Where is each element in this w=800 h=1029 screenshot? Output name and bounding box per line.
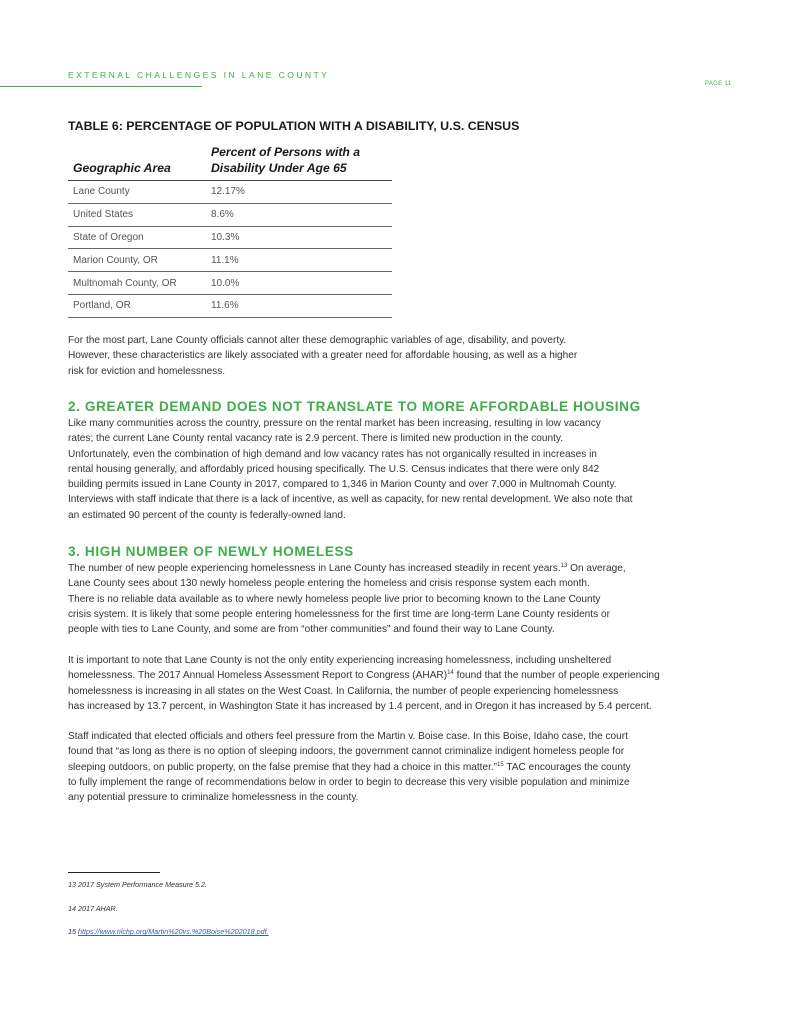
header-divider (0, 86, 202, 87)
text-line: an estimated 90 percent of the county is federally-owned land. (68, 509, 346, 521)
text-line: crisis system. It is likely that some people entering homelessness for the first time are long-term Lane County residents or (68, 608, 610, 620)
cell-area: Portland, OR (68, 294, 206, 317)
text-line: However, these characteristics are likely associated with a greater need for affordable housing, as well as a higher (68, 350, 578, 362)
text-line: rates; the current Lane County rental vacancy rate is 2.9 percent. There is limited new production in the county. (68, 433, 564, 445)
cell-area: Lane County (68, 181, 206, 204)
text-line: has increased by 13.7 percent, in Washington State it has increased by 1.4 percent, and in Oregon it has increased by 5.4 percent. (68, 700, 652, 712)
footnote-15 (68, 927, 269, 936)
cell-percent: 10.0% (206, 272, 392, 295)
footnote-ref-14: 14 (447, 670, 454, 677)
footnote-ref-13: 13 (560, 563, 568, 569)
text-line (68, 561, 626, 576)
section-header-title: EXTERNAL CHALLENGES IN LANE COUNTY (68, 70, 330, 80)
text-line (68, 760, 631, 775)
section-3-heading: 3. HIGH NUMBER OF NEWLY HOMELESS (68, 544, 354, 559)
cell-percent: 11.6% (206, 294, 392, 317)
cell-area: Multnomah County, OR (68, 272, 206, 295)
cell-percent: 11.1% (206, 249, 392, 272)
text-line: For the most part, Lane County officials cannot alter these demographic variables of age, disability, and poverty. (68, 335, 567, 346)
text-line: homelessness is increasing in all states on the West Coast. In California, the number of people experiencing homelessness (68, 685, 619, 697)
footnote-divider (68, 872, 160, 873)
intro-paragraph (68, 333, 577, 379)
text-line: Like many communities across the country, pressure on the rental market has been increasing, resulting in low vacancy (68, 418, 601, 429)
section-3-paragraph-3 (68, 729, 631, 805)
text-line: found that “as long as there is no option of sleeping indoors, the government cannot criminalize indigent homeless people for (68, 746, 625, 758)
column-header-percent-line-1: Percent of Persons with a (211, 145, 360, 159)
text-line: Staff indicated that elected officials and others feel pressure from the Martin v. Boise case. In this Boise, Idaho case, the court (68, 731, 628, 742)
text-line: It is important to note that Lane County is not the only entity experiencing increasing homelessness, including unsheltered (68, 655, 612, 666)
column-header-geographic-area: Geographic Area (68, 142, 206, 181)
section-3-paragraph-2 (68, 653, 660, 714)
text-line: Lane County sees about 130 newly homeless people entering the homeless and crisis response system each month. (68, 578, 590, 590)
text-segment: sleeping outdoors, on public property, on the false premise that they had a choice in this matter.” (68, 761, 498, 773)
table-row (68, 226, 392, 249)
text-line: building permits issued in Lane County in 2017, compared to 1,346 in Marion County and over 7,000 in Multnomah County. (68, 479, 617, 491)
text-line (68, 668, 660, 683)
cell-area: Marion County, OR (68, 249, 206, 272)
table-row (68, 272, 392, 295)
text-line: rental housing generally, and affordably priced housing specifically. The U.S. Census indicates that there were only 842 (68, 463, 600, 475)
footnote-ref-15: 15 (497, 761, 504, 768)
text-line: Interviews with staff indicate that there is a lack of incentive, as well as capacity, for new rental development. We also note that (68, 494, 633, 506)
footnote-15-link[interactable]: https://www.nlchp.org/Martin%20vs.%20Boise%202018.pdf. (78, 927, 269, 936)
footnote-15-number: 15 (68, 927, 76, 936)
text-segment: The number of new people experiencing homelessness in Lane County has increased steadily in recent years. (68, 563, 561, 574)
page-number: PAGE 11 (705, 81, 732, 87)
text-line: any potential pressure to criminalize homelessness in the county. (68, 792, 359, 804)
column-header-percent-line-2: Disability Under Age 65 (211, 161, 347, 175)
table-row (68, 249, 392, 272)
cell-percent: 12.17% (206, 181, 392, 204)
cell-area: United States (68, 203, 206, 226)
table-row (68, 181, 392, 204)
column-header-percent (206, 142, 392, 181)
text-line: There is no reliable data available as to where newly homeless people live prior to becoming known to the Lane County (68, 593, 601, 605)
table-row (68, 203, 392, 226)
text-line: people with ties to Lane County, and some are from “other communities” and found their way to Lane County. (68, 624, 555, 636)
section-2-heading: 2. GREATER DEMAND DOES NOT TRANSLATE TO MORE AFFORDABLE HOUSING (68, 399, 641, 414)
section-2-paragraph (68, 416, 632, 523)
cell-area: State of Oregon (68, 226, 206, 249)
section-3-paragraph-1 (68, 561, 626, 637)
text-line: Unfortunately, even the combination of high demand and low vacancy rates has not organically resulted in increases in (68, 448, 597, 460)
text-line: risk for eviction and homelessness. (68, 365, 226, 377)
text-segment: TAC encourages the county (503, 761, 631, 773)
cell-percent: 10.3% (206, 226, 392, 249)
table-row (68, 294, 392, 317)
text-line: to fully implement the range of recommendations below in order to begin to decrease this very visible population and minimize (68, 776, 630, 788)
disability-table (68, 142, 392, 318)
footnote-14: 14 2017 AHAR. (68, 904, 118, 913)
footnote-13: 13 2017 System Performance Measure 5.2. (68, 880, 208, 889)
text-segment: found that the number of people experiencing (453, 670, 660, 682)
text-segment: homelessness. The 2017 Annual Homeless Assessment Report to Congress (AHAR) (68, 670, 448, 682)
table-header-row (68, 142, 392, 181)
cell-percent: 8.6% (206, 203, 392, 226)
table-caption: TABLE 6: PERCENTAGE OF POPULATION WITH A DISABILITY, U.S. CENSUS (68, 119, 520, 133)
text-segment: On average, (567, 563, 626, 574)
